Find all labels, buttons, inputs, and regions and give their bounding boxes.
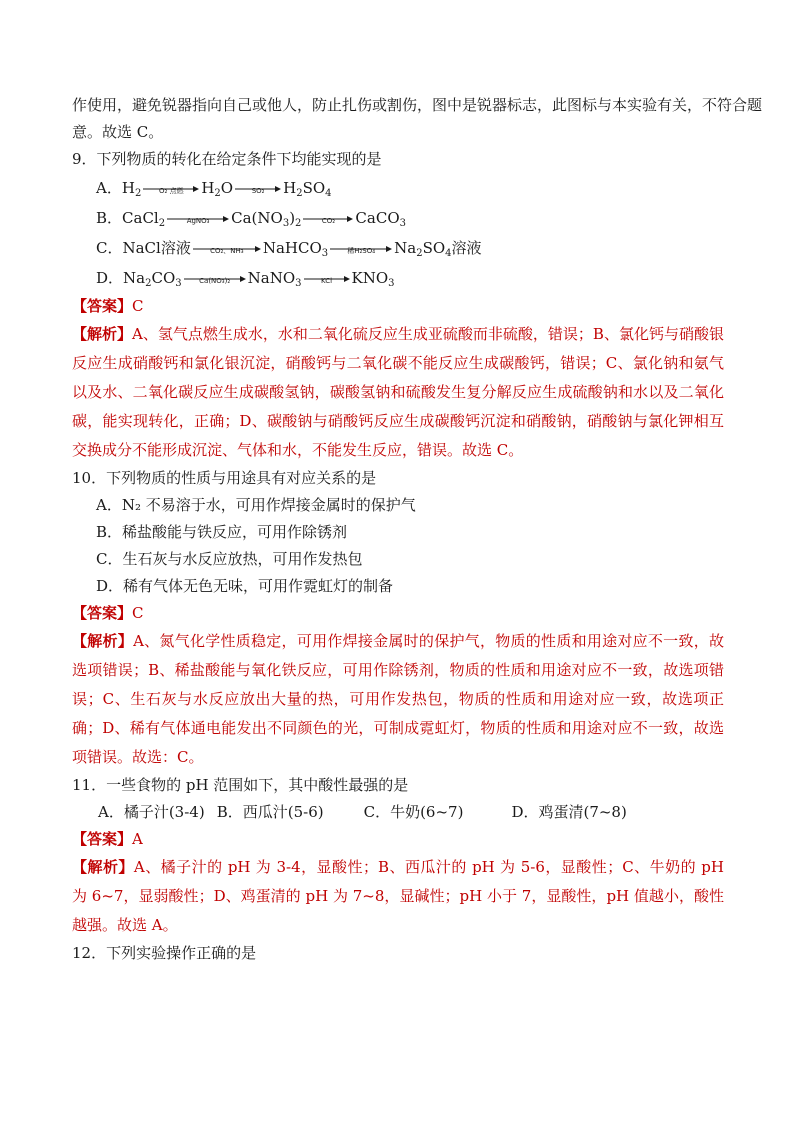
q9-option-a: A．$H_2$ O₂ 点燃 $H_2O$ SO₂ $H_2SO_4$ [96, 179, 332, 199]
reaction-arrow: KCl [304, 275, 350, 283]
answer-value: C [132, 297, 144, 315]
question-11-stem: 11．一些食物的 pH 范围如下，其中酸性最强的是 [72, 776, 409, 794]
q11-options [72, 799, 724, 826]
q11-option-b: B．西瓜汁(5-6) [216, 803, 324, 821]
option-label: C． [96, 239, 123, 257]
q9-explanation [72, 320, 724, 465]
q10-option-b: B．稀盐酸能与铁反应，可用作除锈剂 [96, 523, 348, 541]
continued-text [72, 92, 763, 146]
explanation-text: A、橘子汁的 pH 为 3-4，显酸性；B、西瓜汁的 pH 为 5-6，显酸性；C、牛奶的 pH 为 6~7，显弱酸性；D、鸡蛋清的 pH 为 7~8，显碱性；pH 小于 7，显酸性，pH 值越小，酸性越强。故选 A。 [72, 858, 724, 934]
q10-option-d: D．稀有气体无色无味，可用作霓虹灯的制备 [96, 577, 394, 595]
q9-option-d: D．$Na_2CO_3$ Ca(NO₃)₂ NaNO$_3$ KCl $KNO_3$ [96, 269, 395, 289]
q9-answer [72, 293, 724, 320]
question-12-stem: 12．下列实验操作正确的是 [72, 944, 257, 962]
q11-option-a: A．橘子汁(3-4) [98, 803, 205, 821]
q10-explanation [72, 627, 724, 772]
explanation-tag: 【解析】 [72, 858, 134, 876]
question-9-stem: 9．下列物质的转化在给定条件下均能实现的是 [72, 150, 382, 168]
reaction-arrow: O₂ 点燃 [143, 185, 199, 193]
reaction-arrow: Ca(NO₃)₂ [184, 275, 246, 283]
reaction-arrow: CO₂、NH₃ [193, 245, 261, 253]
q9-option-b: B．CaCl$_2$ AgNO₃ $Ca(NO_3)_2$ CO₂ CaCO$_3$ [96, 209, 406, 229]
answer-tag: 【答案】 [72, 604, 133, 622]
question-10-stem: 10．下列物质的性质与用途具有对应关系的是 [72, 469, 377, 487]
text-line: 意。故选 C。 [72, 123, 164, 141]
q10-option-a: A．N₂ 不易溶于水，可用作焊接金属时的保护气 [96, 496, 416, 514]
q11-option-d: D．鸡蛋清(7~8) [511, 803, 627, 821]
explanation-tag: 【解析】 [72, 325, 133, 343]
answer-value: A [132, 830, 143, 848]
q9-option-c: C．NaCl溶液 CO₂、NH₃ NaHCO$_3$ 稀H₂SO₄ $Na_2SO_4$溶液 [96, 239, 482, 259]
q10-answer [72, 600, 724, 627]
q10-option-c: C．生石灰与水反应放热，可用作发热包 [96, 550, 363, 568]
q11-answer [72, 826, 724, 853]
reaction-arrow: 稀H₂SO₄ [330, 245, 392, 253]
answer-tag: 【答案】 [72, 297, 133, 315]
answer-tag: 【答案】 [72, 830, 133, 848]
q11-option-c: C．牛奶(6~7) [363, 803, 464, 821]
reaction-arrow: CO₂ [303, 215, 353, 223]
document-page [72, 92, 763, 967]
explanation-tag: 【解析】 [72, 632, 134, 650]
option-label: D． [96, 269, 124, 287]
explanation-text: A、氮气化学性质稳定，可用作焊接金属时的保护气，物质的性质和用途对应不一致，故选项错误；B、稀盐酸能与氧化铁反应，可用作除锈剂，物质的性质和用途对应不一致，故选项错误；C、生石灰与水反应放出大量的热，可用作发热包，物质的性质和用途对应一致，故选项正确；D、稀有气体通电能发出不同颜色的光，可制成霓虹灯，物质的性质和用途对应不一致，故选项错误。故选：C。 [72, 632, 724, 766]
option-label: B． [96, 209, 123, 227]
explanation-text: A、氢气点燃生成水，水和二氧化硫反应生成亚硫酸而非硫酸，错误；B、氯化钙与硝酸银反应生成硝酸钙和氯化银沉淀，硝酸钙与二氧化碳不能反应生成碳酸钙，错误；C、氯化钠和氨气以及水、二氧化碳反应生成碳酸氢钠，碳酸氢钠和硫酸发生复分解反应生成硫酸钠和水以及二氧化碳，能实现转化，正确；D、碳酸钠与硝酸钙反应生成碳酸钙沉淀和硝酸钠，硝酸钠与氯化钾相互交换成分不能形成沉淀、气体和水，不能发生反应，错误。故选 C。 [72, 325, 724, 459]
q11-explanation [72, 853, 724, 940]
option-label: A． [96, 179, 122, 197]
text-line: 作使用，避免锐器指向自己或他人，防止扎伤或割伤，图中是锐器标志，此图标与本实验有关，不符合题 [72, 96, 763, 114]
reaction-arrow: SO₂ [235, 185, 281, 193]
answer-value: C [132, 604, 144, 622]
reaction-arrow: AgNO₃ [167, 215, 229, 223]
